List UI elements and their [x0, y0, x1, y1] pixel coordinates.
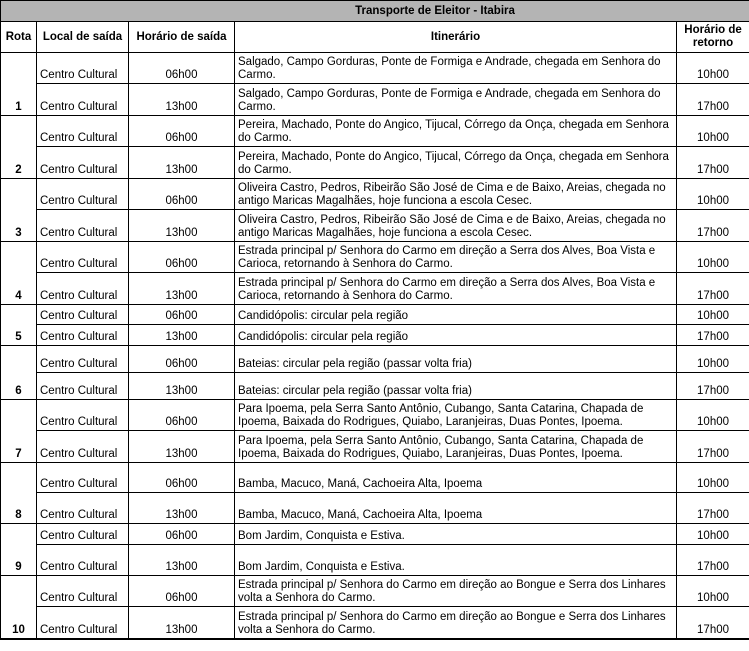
banner-title: Transporte de Eleitor - Itabira — [1, 1, 749, 22]
route-number-cell[interactable]: 7 — [1, 400, 37, 463]
departure-time-cell[interactable]: 13h00 — [129, 493, 235, 524]
return-time-cell[interactable]: 17h00 — [677, 210, 749, 242]
route-number-cell[interactable]: 9 — [1, 524, 37, 576]
return-time-cell[interactable]: 17h00 — [677, 431, 749, 463]
table-row — [1, 463, 749, 493]
table-row — [1, 242, 749, 273]
departure-time-cell[interactable]: 06h00 — [129, 305, 235, 325]
departure-location-cell[interactable]: Centro Cultural — [37, 179, 129, 210]
route-number-cell[interactable]: 5 — [1, 305, 37, 346]
itinerary-cell[interactable]: Bom Jardim, Conquista e Estiva. — [235, 545, 677, 576]
departure-time-cell[interactable]: 13h00 — [129, 273, 235, 305]
departure-location-cell[interactable]: Centro Cultural — [37, 431, 129, 463]
itinerary-cell[interactable]: Salgado, Campo Gorduras, Ponte de Formiga e Andrade, chegada em Senhora do Carmo. — [235, 84, 677, 116]
return-time-cell[interactable]: 10h00 — [677, 53, 749, 84]
return-time-cell[interactable]: 17h00 — [677, 325, 749, 346]
itinerary-cell[interactable]: Oliveira Castro, Pedros, Ribeirão São José de Cima e de Baixo, Areias, chegada no antigo Maricas Magalhães, hoje funciona a escola Cesec. — [235, 210, 677, 242]
table-row — [1, 373, 749, 400]
departure-time-cell[interactable]: 13h00 — [129, 84, 235, 116]
departure-time-cell[interactable]: 06h00 — [129, 116, 235, 147]
departure-time-cell[interactable]: 06h00 — [129, 400, 235, 431]
departure-time-cell[interactable]: 13h00 — [129, 210, 235, 242]
return-time-cell[interactable]: 17h00 — [677, 147, 749, 179]
return-time-cell[interactable]: 17h00 — [677, 373, 749, 400]
departure-time-cell[interactable]: 06h00 — [129, 346, 235, 373]
table-row — [1, 53, 749, 84]
header-horario-retorno[interactable]: Horário de retorno — [677, 22, 749, 53]
itinerary-cell[interactable]: Candidópolis: circular pela região — [235, 325, 677, 346]
itinerary-cell[interactable]: Bateias: circular pela região (passar volta fria) — [235, 346, 677, 373]
departure-time-cell[interactable]: 13h00 — [129, 325, 235, 346]
departure-time-cell[interactable]: 13h00 — [129, 373, 235, 400]
return-time-cell[interactable]: 17h00 — [677, 84, 749, 116]
table-row — [1, 493, 749, 524]
table-row — [1, 576, 749, 607]
return-time-cell[interactable]: 17h00 — [677, 545, 749, 576]
itinerary-cell[interactable]: Estrada principal p/ Senhora do Carmo em direção ao Bongue e Serra dos Linhares volta a Senhora do Carmo. — [235, 576, 677, 607]
route-number-cell[interactable]: 2 — [1, 116, 37, 179]
departure-location-cell[interactable]: Centro Cultural — [37, 53, 129, 84]
table-row — [1, 210, 749, 242]
route-number-cell[interactable]: 10 — [1, 576, 37, 639]
departure-location-cell[interactable]: Centro Cultural — [37, 273, 129, 305]
return-time-cell[interactable]: 10h00 — [677, 346, 749, 373]
table-row — [1, 545, 749, 576]
itinerary-cell[interactable]: Candidópolis: circular pela região — [235, 305, 677, 325]
itinerary-cell[interactable]: Oliveira Castro, Pedros, Ribeirão São José de Cima e de Baixo, Areias, chegada no antigo Maricas Magalhães, hoje funciona a escola Cesec. — [235, 179, 677, 210]
table-row — [1, 400, 749, 431]
table-row — [1, 431, 749, 463]
departure-location-cell[interactable]: Centro Cultural — [37, 116, 129, 147]
departure-location-cell[interactable]: Centro Cultural — [37, 210, 129, 242]
departure-location-cell[interactable]: Centro Cultural — [37, 400, 129, 431]
itinerary-cell[interactable]: Bom Jardim, Conquista e Estiva. — [235, 524, 677, 545]
header-horario-saida[interactable]: Horário de saída — [129, 22, 235, 53]
departure-time-cell[interactable]: 06h00 — [129, 576, 235, 607]
itinerary-cell[interactable]: Para Ipoema, pela Serra Santo Antônio, Cubango, Santa Catarina, Chapada de Ipoema, Baixada do Rodrigues, Quiabo, Laranjeiras, Duas Pontes, Ipoema. — [235, 400, 677, 431]
table-row — [1, 524, 749, 545]
sheet-bottom-edge — [0, 639, 749, 646]
return-time-cell[interactable]: 17h00 — [677, 273, 749, 305]
departure-location-cell[interactable]: Centro Cultural — [37, 305, 129, 325]
departure-time-cell[interactable]: 06h00 — [129, 179, 235, 210]
departure-time-cell[interactable]: 06h00 — [129, 242, 235, 273]
itinerary-cell[interactable]: Para Ipoema, pela Serra Santo Antônio, Cubango, Santa Catarina, Chapada de Ipoema, Baixada do Rodrigues, Quiabo, Laranjeiras, Duas Pontes, Ipoema. — [235, 431, 677, 463]
return-time-cell[interactable]: 10h00 — [677, 524, 749, 545]
itinerary-cell[interactable]: Bamba, Macuco, Maná, Cachoeira Alta, Ipoema — [235, 463, 677, 493]
itinerary-cell[interactable]: Salgado, Campo Gorduras, Ponte de Formiga e Andrade, chegada em Senhora do Carmo. — [235, 53, 677, 84]
route-number-cell[interactable]: 1 — [1, 53, 37, 116]
departure-time-cell[interactable]: 06h00 — [129, 524, 235, 545]
departure-time-cell[interactable]: 06h00 — [129, 53, 235, 84]
table-row — [1, 116, 749, 147]
return-time-cell[interactable]: 10h00 — [677, 463, 749, 493]
table-row — [1, 305, 749, 325]
table-row — [1, 273, 749, 305]
departure-time-cell[interactable]: 13h00 — [129, 147, 235, 179]
departure-location-cell[interactable]: Centro Cultural — [37, 607, 129, 639]
table-row — [1, 346, 749, 373]
banner-row — [1, 1, 749, 22]
departure-location-cell[interactable]: Centro Cultural — [37, 325, 129, 346]
departure-location-cell[interactable]: Centro Cultural — [37, 493, 129, 524]
table-row — [1, 84, 749, 116]
departure-time-cell[interactable]: 06h00 — [129, 463, 235, 493]
itinerary-cell[interactable]: Pereira, Machado, Ponte do Angico, Tijucal, Córrego da Onça, chegada em Senhora do Carmo. — [235, 147, 677, 179]
return-time-cell[interactable]: 10h00 — [677, 305, 749, 325]
table-row — [1, 147, 749, 179]
return-time-cell[interactable]: 10h00 — [677, 576, 749, 607]
departure-location-cell[interactable]: Centro Cultural — [37, 242, 129, 273]
route-number-cell[interactable]: 8 — [1, 463, 37, 524]
departure-time-cell[interactable]: 13h00 — [129, 431, 235, 463]
itinerary-cell[interactable]: Estrada principal p/ Senhora do Carmo em direção a Serra dos Alves, Boa Vista e Carioca, retornando à Senhora do Carmo. — [235, 242, 677, 273]
return-time-cell[interactable]: 17h00 — [677, 607, 749, 639]
table-row — [1, 325, 749, 346]
departure-location-cell[interactable]: Centro Cultural — [37, 576, 129, 607]
departure-time-cell[interactable]: 13h00 — [129, 607, 235, 639]
departure-location-cell[interactable]: Centro Cultural — [37, 346, 129, 373]
return-time-cell[interactable]: 10h00 — [677, 116, 749, 147]
return-time-cell[interactable]: 10h00 — [677, 242, 749, 273]
header-itinerario[interactable]: Itinerário — [235, 22, 677, 53]
itinerary-cell[interactable]: Estrada principal p/ Senhora do Carmo em direção ao Bongue e Serra dos Linhares volta a Senhora do Carmo. — [235, 607, 677, 639]
departure-location-cell[interactable]: Centro Cultural — [37, 373, 129, 400]
table-row — [1, 179, 749, 210]
table-row — [1, 607, 749, 639]
route-number-cell[interactable]: 3 — [1, 179, 37, 242]
return-time-cell[interactable]: 10h00 — [677, 400, 749, 431]
departure-location-cell[interactable]: Centro Cultural — [37, 84, 129, 116]
route-number-cell[interactable]: 6 — [1, 346, 37, 400]
header-local-saida[interactable]: Local de saída — [37, 22, 129, 53]
itinerary-cell[interactable]: Bamba, Macuco, Maná, Cachoeira Alta, Ipoema — [235, 493, 677, 524]
departure-location-cell[interactable]: Centro Cultural — [37, 463, 129, 493]
departure-location-cell[interactable]: Centro Cultural — [37, 147, 129, 179]
itinerary-cell[interactable]: Bateias: circular pela região (passar volta fria) — [235, 373, 677, 400]
return-time-cell[interactable]: 17h00 — [677, 493, 749, 524]
itinerary-cell[interactable]: Estrada principal p/ Senhora do Carmo em direção a Serra dos Alves, Boa Vista e Carioca, retornando à Senhora do Carmo. — [235, 273, 677, 305]
departure-location-cell[interactable]: Centro Cultural — [37, 545, 129, 576]
departure-time-cell[interactable]: 13h00 — [129, 545, 235, 576]
header-row — [1, 22, 749, 53]
itinerary-cell[interactable]: Pereira, Machado, Ponte do Angico, Tijucal, Córrego da Onça, chegada em Senhora do Carmo. — [235, 116, 677, 147]
departure-location-cell[interactable]: Centro Cultural — [37, 524, 129, 545]
route-number-cell[interactable]: 4 — [1, 242, 37, 305]
return-time-cell[interactable]: 10h00 — [677, 179, 749, 210]
header-rota[interactable]: Rota — [1, 22, 37, 53]
routes-body — [1, 53, 749, 639]
